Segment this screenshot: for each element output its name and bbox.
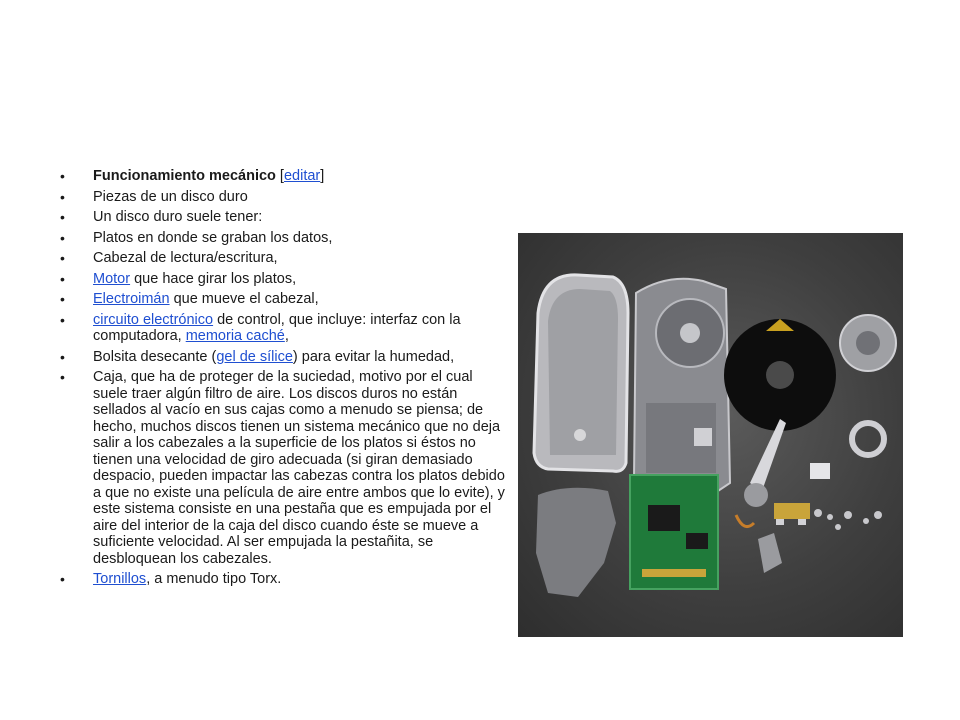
bullet-item bbox=[60, 209, 506, 226]
bullet-item bbox=[60, 571, 506, 588]
wiki-link[interactable]: editar bbox=[283, 168, 321, 184]
desiccant-square bbox=[810, 463, 830, 479]
wiki-link[interactable]: gel de sílice bbox=[216, 348, 293, 365]
wiki-link[interactable]: circuito electrónico bbox=[93, 311, 214, 328]
drive-cover bbox=[534, 275, 628, 471]
bullet-text: , bbox=[284, 328, 289, 344]
bullet-text: que hace girar los platos, bbox=[130, 270, 297, 287]
black-platter bbox=[724, 319, 836, 431]
bullet-text: que mueve el cabezal, bbox=[169, 291, 319, 307]
bullet-text: ] bbox=[320, 168, 325, 184]
wiki-link[interactable]: Motor bbox=[93, 270, 131, 287]
circuit-board bbox=[630, 475, 718, 589]
silica-gel bbox=[536, 488, 616, 597]
bullet-item bbox=[60, 291, 506, 308]
retaining-ring bbox=[852, 423, 884, 455]
bullet-heading: Funcionamiento mecánico bbox=[93, 168, 276, 184]
wiki-link[interactable]: Electroimán bbox=[93, 291, 170, 307]
bullet-text: Piezas de un disco duro bbox=[93, 188, 248, 205]
bullet-text: Cabezal de lectura/escritura, bbox=[93, 250, 278, 266]
spindle-motor bbox=[840, 315, 896, 371]
bullet-item bbox=[60, 230, 506, 247]
bullet-text: Bolsita desecante ( bbox=[93, 348, 217, 365]
bullet-text: Caja, que ha de proteger de la suciedad, motivo por el cual suele traer algún filtro de aire. Los discos duros no están sellados al vacío en sus cajas como a menudo se piensa; de hecho, muchos discos tienen un sistema mecánico que no deja salir a los cabezales a la superficie de los platos si éstos no tienen una velocidad de giro adecuada (si giran demasiado despacio, pueden impactar las cabezas contra los platos debido a que no existe una película de aire entre ambos que lo evite), y este sistema consiste en una pestaña que es empujada por el aire del interior de la caja del disco cuando éste se mueve a suficiente velocidad. Al ser empujada la pestañita, se desbloquean los cabezales. bbox=[93, 369, 505, 567]
bullet-item bbox=[60, 369, 506, 567]
drive-base bbox=[634, 279, 730, 491]
bullet-text: Un disco duro suele tener: bbox=[93, 209, 263, 225]
hard-drive-parts-photo bbox=[518, 233, 903, 637]
bullet-text: Platos en donde se graban los datos, bbox=[93, 229, 333, 246]
bullet-text: de control, que incluye: interfaz con la computadora, bbox=[93, 311, 461, 344]
magnet-part bbox=[774, 503, 810, 525]
bullet-item bbox=[60, 349, 506, 366]
wiki-link[interactable]: Tornillos bbox=[93, 571, 147, 587]
bullet-text: [ bbox=[275, 168, 284, 184]
bullet-item bbox=[60, 189, 506, 206]
wiki-link[interactable]: memoria caché bbox=[185, 328, 285, 344]
bullet-item bbox=[60, 312, 506, 345]
bullet-text: , a menudo tipo Torx. bbox=[146, 571, 282, 587]
bracket-part bbox=[758, 533, 782, 573]
bullet-list bbox=[60, 168, 506, 592]
bullet-item bbox=[60, 250, 506, 267]
bullet-item bbox=[60, 168, 506, 185]
bullet-item bbox=[60, 271, 506, 288]
screws bbox=[814, 509, 882, 530]
bullet-text: ) para evitar la humedad, bbox=[292, 348, 455, 365]
